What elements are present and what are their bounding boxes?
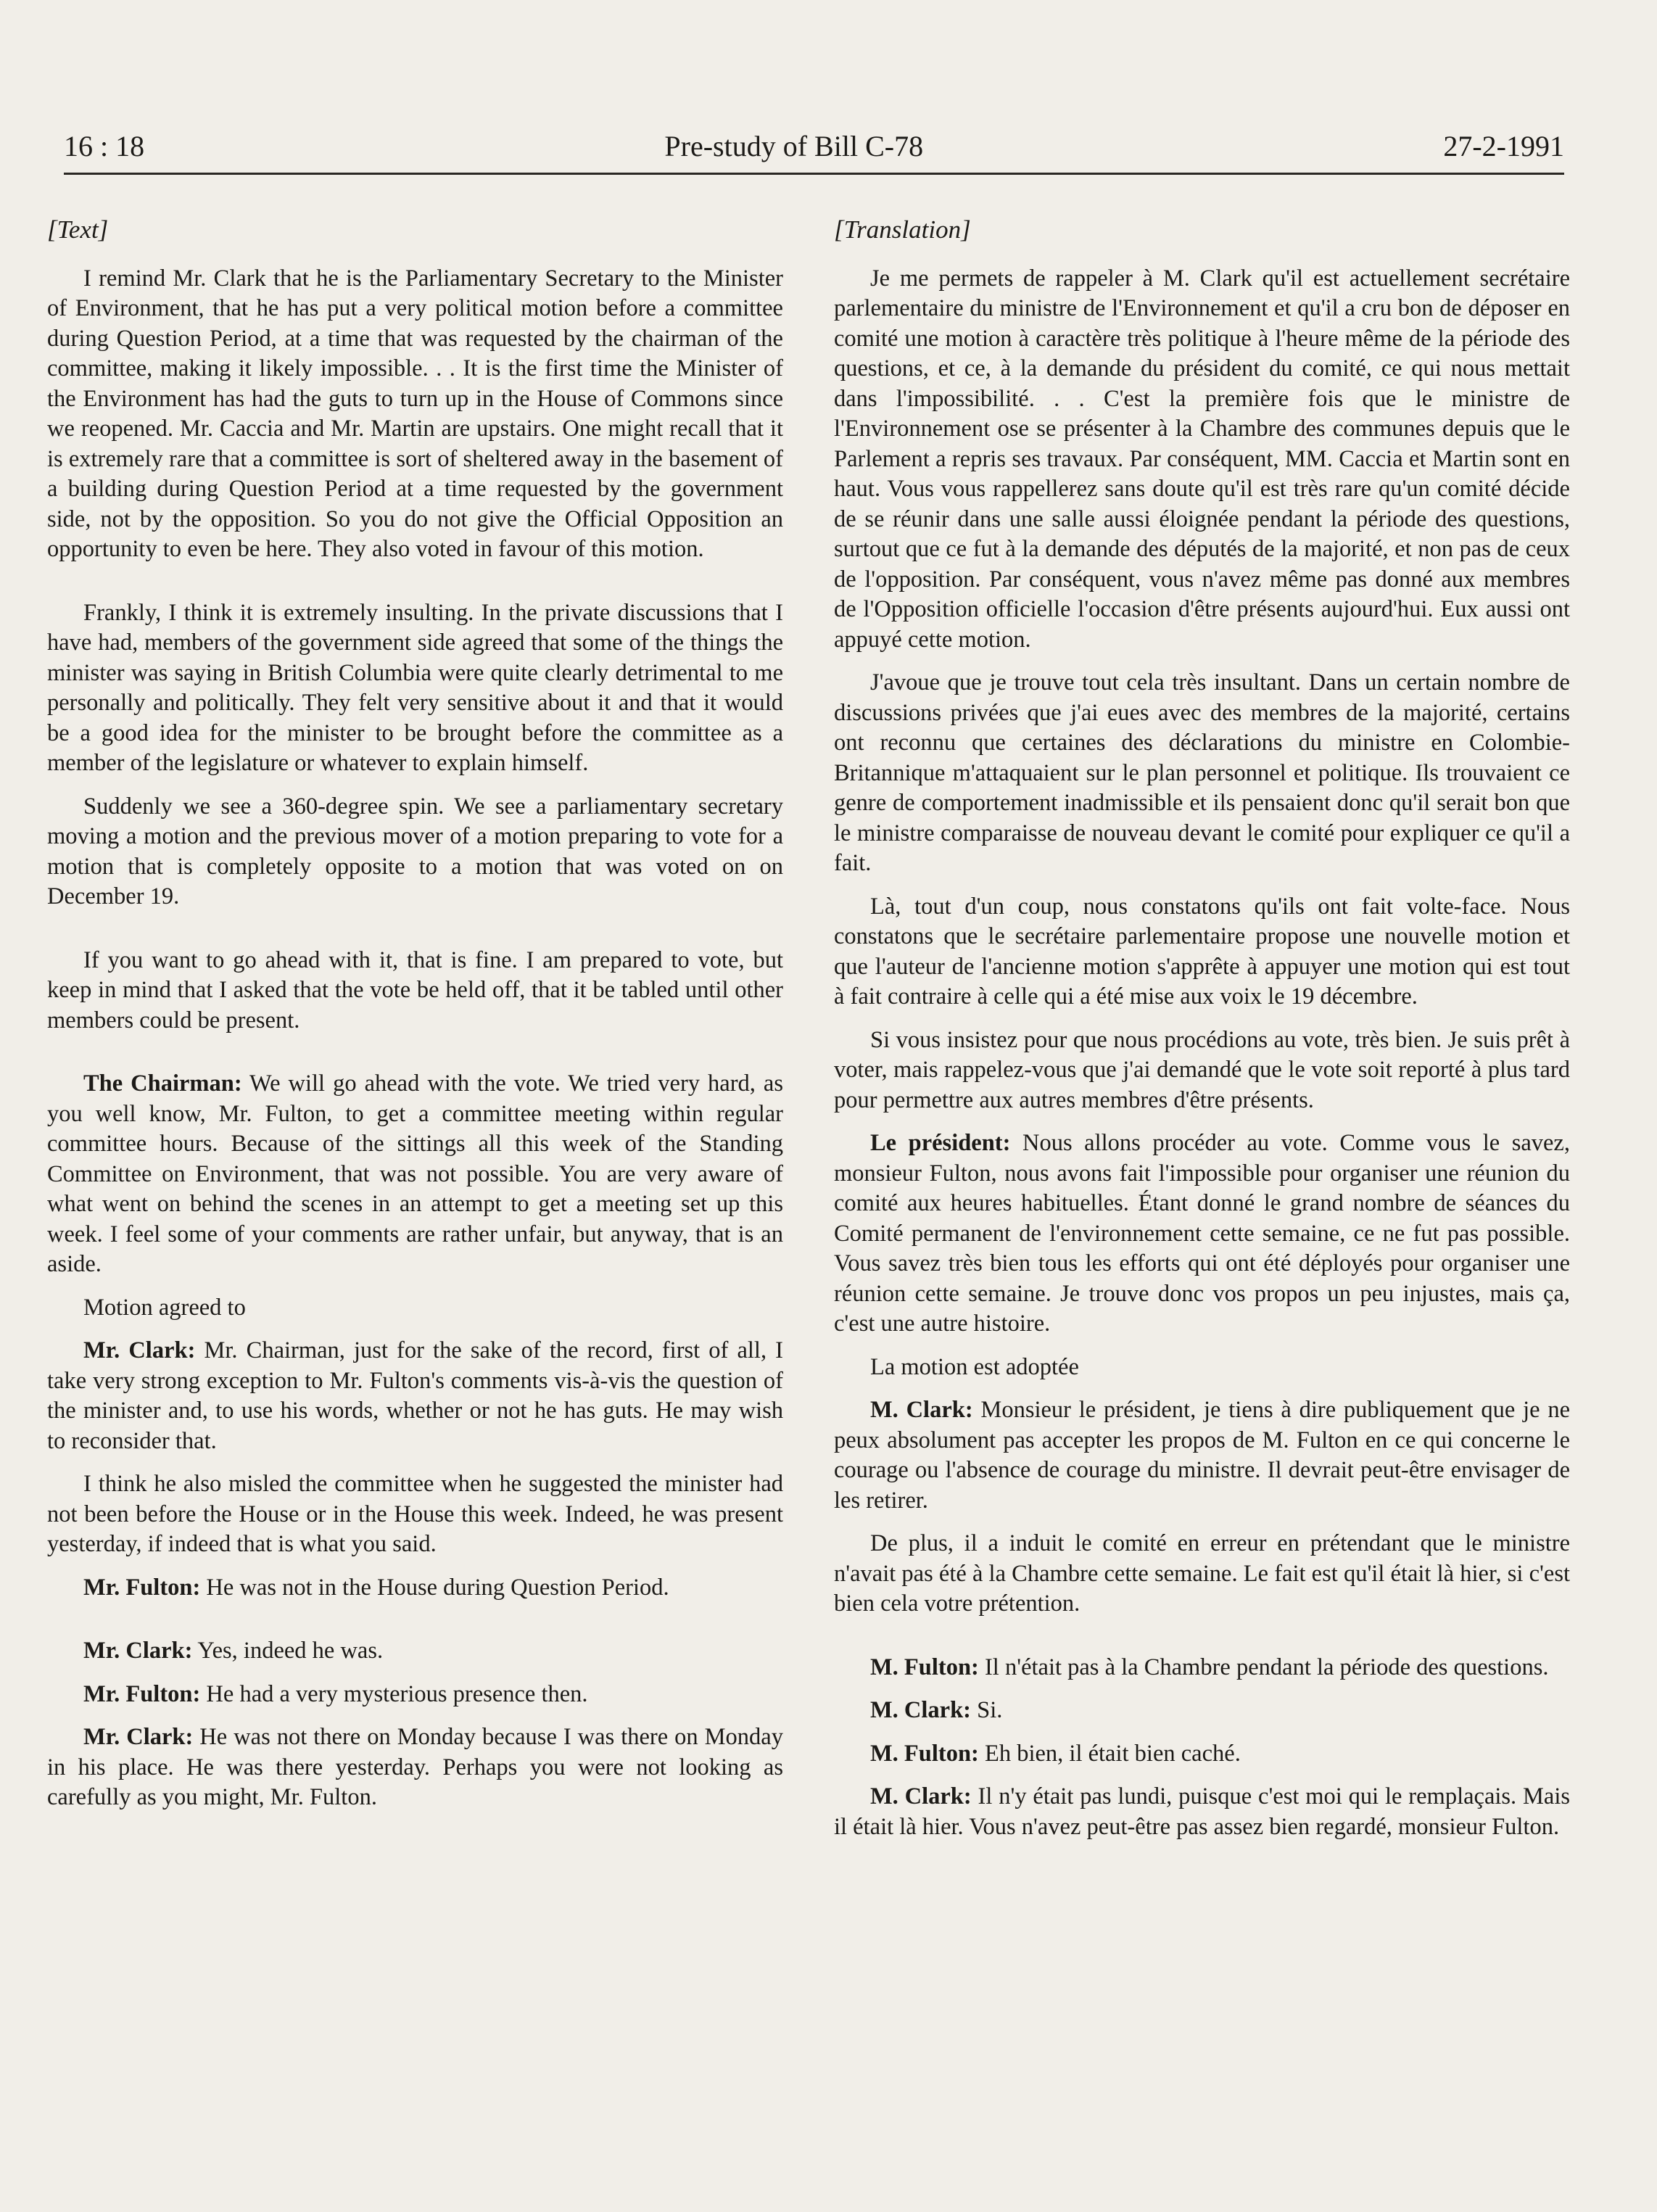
paragraph	[834, 1653, 1570, 1683]
paragraph	[47, 598, 783, 779]
paragraph	[47, 792, 783, 912]
french-column	[834, 215, 1570, 1855]
paragraph-text: Eh bien, il était bien caché.	[978, 1740, 1241, 1767]
paragraph-text: Yes, indeed he was.	[192, 1638, 384, 1664]
paragraph-text: Motion agreed to	[83, 1294, 246, 1321]
paragraph-text: Là, tout d'un coup, nous constatons qu'ils ont fait volte-face. Nous constatons que le secrétaire parlementaire propose une nouvelle motion et que l'auteur de l'ancienne motion s'apprête à appuyer une motion qui est tout à fait contraire à celle qui a été mise aux voix le 19 décembre.	[834, 893, 1570, 1010]
paragraph	[47, 264, 783, 565]
paragraph	[834, 668, 1570, 879]
paragraph-text: If you want to go ahead with it, that is fine. I am prepared to vote, but keep in mind that I asked that the vote be held off, that it be tabled until other members could be present.	[47, 946, 783, 1033]
speaker: Mr. Fulton:	[83, 1680, 201, 1707]
page-date: 27-2-1991	[1443, 130, 1564, 162]
speaker: Le président:	[870, 1130, 1011, 1156]
header-rule	[64, 173, 1564, 175]
paragraph	[47, 1636, 783, 1667]
paragraph	[834, 1025, 1570, 1116]
paragraph-text: Je me permets de rappeler à M. Clark qu'il est actuellement secrétaire parlementaire du ministre de l'Environnement et qu'il a cru bon de déposer en comité une motion à caractère très politique à l'heure même de la période des questions, et ce, à la demande du président du comité, ce qui nous mettait dans l'impossibilité. . . C'est la première fois que le ministre de l'Environnement ose se présenter à la Chambre des communes depuis que le Parlement a repris ses travaux. Par conséquent, MM. Caccia et Martin sont en haut. Vous vous rappellerez sans doute qu'il est très rare qu'un comité décide de se réunir dans une salle aussi éloignée pendant la période des questions, surtout que ce fut à la demande des députés de la majorité, et non pas de ceux de l'opposition. Par conséquent, vous n'avez même pas donné aux membres de l'Opposition officielle l'occasion d'être présents aujourd'hui. Eux aussi ont appuyé cette motion.	[834, 265, 1570, 653]
speaker: M. Fulton:	[870, 1740, 979, 1767]
paragraph	[834, 1128, 1570, 1340]
paragraph-text: Il n'était pas à la Chambre pendant la période des questions.	[978, 1654, 1549, 1680]
paragraph-text: Monsieur le président, je tiens à dire publiquement que je ne peux absolument pas accepter les propos de M. Fulton en ce qui concerne le courage ou l'absence de courage du ministre. Il devrait peut-être envisager de les retirer.	[834, 1397, 1571, 1514]
paragraph	[834, 1395, 1570, 1516]
page-header	[64, 131, 1564, 162]
column-label-text: [Text]	[47, 215, 109, 244]
paragraph-text: Nous allons procéder au vote. Comme vous le savez, monsieur Fulton, nous avons fait l'impossible pour organiser une réunion du comité aux heures habituelles. Étant donné le grand nombre de séances du Comité permanent de l'environnement cette semaine, ce ne fut pas possible. Vous savez très bien tous les efforts qui ont été déployés pour organiser une réunion cette semaine. Je trouve donc vos propos un peu injustes, mais ça, c'est une autre histoire.	[834, 1130, 1570, 1337]
speaker: M. Clark:	[870, 1697, 971, 1723]
paragraph	[834, 1696, 1570, 1726]
speaker: Mr. Clark:	[83, 1638, 193, 1664]
paragraph	[834, 892, 1570, 1012]
paragraph	[47, 1722, 783, 1813]
paragraph	[47, 1069, 783, 1280]
paragraph-text: He had a very mysterious presence then.	[200, 1680, 588, 1707]
page-number: 16 : 18	[64, 130, 145, 162]
paragraph	[47, 1336, 783, 1456]
paragraph-text: He was not there on Monday because I was there on Monday in his place. He was there yesterday. Perhaps you were not looking as carefully as you might, Mr. Fulton.	[47, 1724, 783, 1810]
paragraph	[47, 946, 783, 1036]
paragraph	[47, 1573, 783, 1604]
paragraph	[47, 1680, 783, 1710]
paragraph	[834, 1353, 1570, 1383]
paragraph-text: Si.	[971, 1697, 1003, 1723]
english-column	[47, 215, 783, 1826]
speaker: M. Clark:	[870, 1783, 972, 1809]
paragraph	[834, 1529, 1570, 1619]
page-title: Pre-study of Bill C-78	[664, 130, 924, 162]
paragraph-text: Frankly, I think it is extremely insulting. In the private discussions that I have had, members of the government side agreed that some of the things the minister was saying in British Columbia were quite clearly detrimental to me personally and politically. They felt very sensitive about it and that it would be a good idea for the minister to be brought before the committee as a member of the legislature or whatever to explain himself.	[47, 599, 783, 776]
paragraph-text: He was not in the House during Question Period.	[200, 1574, 669, 1601]
paragraph-text: J'avoue que je trouve tout cela très insultant. Dans un certain nombre de discussions privées que j'ai eues avec des membres de la majorité, certains ont reconnu que certaines des déclarations du ministre en Colombie-Britannique m'attaquaient sur le plan personnel et politique. Ils trouvaient ce genre de comportement inadmissible et ils pensaient donc qu'il serait bon que le ministre comparaisse de nouveau devant le comité pour expliquer ce qu'il a fait.	[834, 669, 1570, 876]
paragraph-text: De plus, il a induit le comité en erreur en prétendant que le ministre n'avait pas été à la Chambre cette semaine. Le fait est qu'il était là hier, si c'est bien cela votre prétention.	[834, 1530, 1570, 1617]
paragraph-text: Mr. Chairman, just for the sake of the record, first of all, I take very strong exception to Mr. Fulton's comments vis-à-vis the question of the minister and, to use his words, whether or not he has guts. He may wish to reconsider that.	[47, 1337, 783, 1454]
speaker: The Chairman:	[83, 1070, 242, 1097]
speaker: Mr. Fulton:	[83, 1574, 201, 1601]
paragraph-text: We will go ahead with the vote. We tried very hard, as you well know, Mr. Fulton, to get a committee meeting within regular committee hours. Because of the sittings all this week of the Standing Committee on Environment, that was not possible. You are very aware of what went on behind the scenes in an attempt to get a meeting set up this week. I feel some of your comments are rather unfair, but anyway, that is an aside.	[47, 1070, 783, 1277]
paragraph	[834, 264, 1570, 656]
paragraph	[834, 1782, 1570, 1842]
speaker: M. Fulton:	[870, 1654, 979, 1680]
paragraph-text: La motion est adoptée	[870, 1353, 1079, 1380]
paragraph-text: Si vous insistez pour que nous procédions au vote, très bien. Je suis prêt à voter, mais rappelez-vous que j'ai demandé que le vote soit reporté à plus tard pour permettre aux autres membres d'être présents.	[834, 1026, 1570, 1113]
paragraph	[47, 1469, 783, 1560]
paragraph-text: I think he also misled the committee when he suggested the minister had not been before the House or in the House this week. Indeed, he was present yesterday, if indeed that is what you said.	[47, 1471, 783, 1557]
paragraph	[47, 1293, 783, 1324]
paragraph-text: Suddenly we see a 360-degree spin. We see a parliamentary secretary moving a motion and the previous mover of a motion preparing to vote for a motion that is completely opposite to a motion that was voted on on December 19.	[47, 793, 783, 909]
speaker: Mr. Clark:	[83, 1337, 196, 1363]
speaker: Mr. Clark:	[83, 1724, 194, 1750]
paragraph-text: Il n'y était pas lundi, puisque c'est moi qui le remplaçais. Mais il était là hier. Vous n'avez peut-être pas assez bien regardé, monsieur Fulton.	[834, 1783, 1571, 1840]
column-label-translation: [Translation]	[834, 215, 971, 244]
paragraph-text: I remind Mr. Clark that he is the Parliamentary Secretary to the Minister of Environment, that he has put a very political motion before a committee during Question Period, at a time that was requested by the chairman of the committee, making it likely impossible. . . It is the first time the Minister of the Environment has had the guts to turn up in the House of Commons since we reopened. Mr. Caccia and Mr. Martin are upstairs. One might recall that it is extremely rare that a committee is sort of sheltered away in the basement of a building during Question Period at a time requested by the government side, not by the opposition. So you do not give the Official Opposition an opportunity to even be here. They also voted in favour of this motion.	[47, 265, 783, 562]
speaker: M. Clark:	[870, 1397, 973, 1423]
paragraph	[834, 1739, 1570, 1770]
